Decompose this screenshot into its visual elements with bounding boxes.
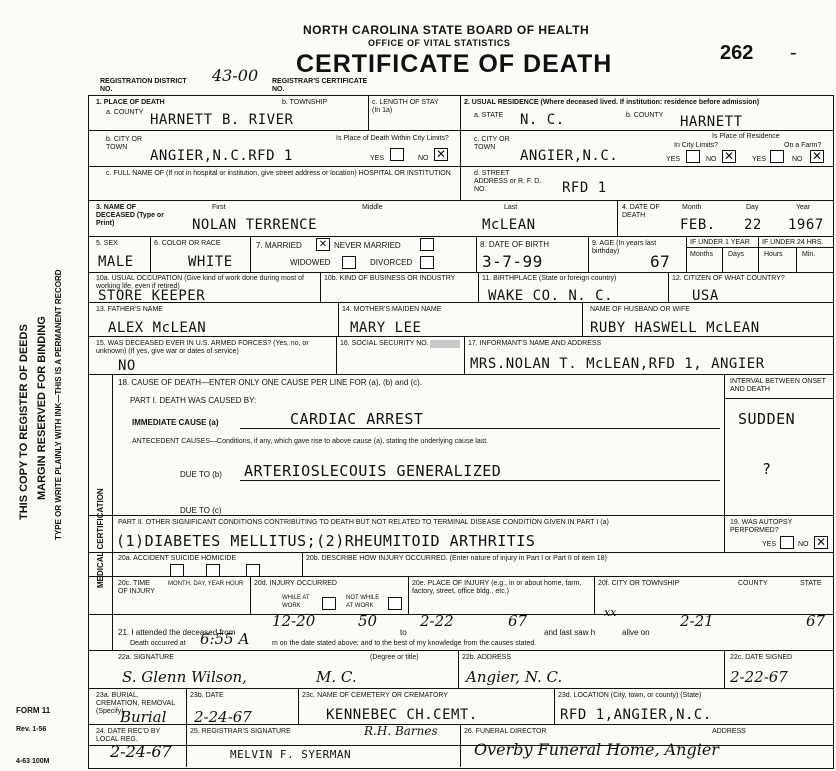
label-dob: 8. DATE OF BIRTH <box>480 240 550 249</box>
value-address: Angier, N. C. <box>466 668 563 686</box>
office-name: OFFICE OF VITAL STATISTICS <box>368 38 511 48</box>
label-city: b. CITY OR TOWN <box>106 136 143 151</box>
label-yes-1: YES <box>370 155 385 162</box>
label-no-3: NO <box>792 156 803 163</box>
value-attended-to: 2-22 <box>420 612 454 630</box>
label-res-county: b. COUNTY <box>626 112 664 119</box>
form-rev: Rev. 1-56 <box>16 726 47 733</box>
label-res-city: c. CITY OR TOWN <box>474 136 510 151</box>
label-date-signed: 22c. DATE SIGNED <box>730 654 793 661</box>
label-attended: 21. I attended the deceased from <box>118 628 236 637</box>
checkbox-accident[interactable] <box>170 564 184 577</box>
label-year: Year <box>796 204 811 211</box>
label-due-b: DUE TO (b) <box>180 470 222 479</box>
label-injury-occurred: 20d. INJURY OCCURRED <box>254 580 337 587</box>
label-on-farm: On a Farm? <box>784 142 822 149</box>
checkbox-never-married[interactable] <box>420 238 434 251</box>
side-text-register: THIS COPY TO REGISTER OF DEEDS <box>18 324 30 520</box>
label-date-recd: 24. DATE REC'D BY LOCAL REG. <box>96 728 161 743</box>
checkbox-autopsy-no[interactable]: ✕ <box>815 535 827 549</box>
label-autopsy: 19. WAS AUTOPSY PERFORMED? <box>730 519 793 534</box>
label-not-while: NOT WHILE AT WORK <box>346 595 380 609</box>
label-no-1: NO <box>418 155 429 162</box>
label-address: 22b. ADDRESS <box>462 654 512 661</box>
label-age: 9. AGE (In years last birthday) <box>592 240 657 255</box>
label-sex: 5. SEX <box>96 240 118 247</box>
label-under-24: IF UNDER 24 HRS. <box>762 239 824 246</box>
label-reg-signature: 25. REGISTRAR'S SIGNATURE <box>190 728 291 735</box>
value-attended-from-year: 50 <box>358 612 378 630</box>
label-township: b. TOWNSHIP <box>282 99 328 106</box>
label-place-injury: 20e. PLACE OF INJURY (e.g., in or about home, farm, factory, street, office bldg., etc.) <box>412 580 582 595</box>
checkbox-within-yes[interactable] <box>390 148 404 161</box>
label-location: 23d. LOCATION (City, town, or county) (State) <box>558 692 702 699</box>
value-age: 67 <box>650 252 671 271</box>
label-time-cols: MONTH, DAY, YEAR HOUR <box>168 581 244 587</box>
label-armed-forces: 15. WAS DECEASED EVER IN U.S. ARMED FORCES? (Yes, no, or unknown) (If yes, give war or dates of service) <box>96 340 309 355</box>
label-time-injury: 20c. TIME OF INJURY <box>118 580 155 595</box>
label-funeral: 26. FUNERAL DIRECTOR <box>464 728 547 735</box>
label-state-20: STATE <box>800 580 822 587</box>
value-date-recd: 2-24-67 <box>110 742 172 761</box>
checkbox-city-limits-no[interactable]: ✕ <box>723 149 735 163</box>
label-while-work: WHILE AT WORK <box>282 595 310 609</box>
label-due-c: DUE TO (c) <box>180 506 222 515</box>
value-death-day: 22 <box>744 217 762 233</box>
reg-district-label: REGISTRATION DISTRICT NO. <box>100 78 187 93</box>
label-within-limits: Is Place of Death Within City Limits? <box>336 135 449 142</box>
label-fd-address: ADDRESS <box>712 728 746 735</box>
label-cemetery: 23c. NAME OF CEMETERY OR CREMATORY <box>302 692 448 699</box>
value-sex: MALE <box>98 254 134 270</box>
value-occupation: STORE KEEPER <box>98 288 206 304</box>
value-cause-b: ARTERIOSLECOUIS GENERALIZED <box>244 462 502 480</box>
label-occupation: 10a. USUAL OCCUPATION (Give kind of work done during most of working life, even if retired) <box>96 275 305 290</box>
value-degree: M. C. <box>316 668 357 686</box>
label-widowed: WIDOWED <box>290 258 331 267</box>
label-divorced: DIVORCED <box>370 258 413 267</box>
value-mother: MARY LEE <box>350 320 422 336</box>
side-medical-certification: MEDICAL CERTIFICATION <box>96 488 105 588</box>
checkbox-farm-yes[interactable] <box>770 150 784 163</box>
label-death-occurred: Death occurred at <box>130 640 186 647</box>
label-part2: PART II. OTHER SIGNIFICANT CONDITIONS CONTRIBUTING TO DEATH BUT NOT RELATED TO TERMINAL DISEASE CONDITION GIVEN IN PART I (a) <box>118 519 609 526</box>
value-burial: Burial <box>120 708 167 726</box>
value-last-name: McLEAN <box>482 217 536 233</box>
value-res-county: HARNETT <box>680 114 743 130</box>
value-date-signed: 2-22-67 <box>730 668 788 686</box>
value-father: ALEX McLEAN <box>108 320 207 336</box>
label-degree: (Degree or title) <box>370 654 419 661</box>
label-interval: INTERVAL BETWEEN ONSET AND DEATH <box>730 378 826 393</box>
label-birthplace: 11. BIRTHPLACE (State or foreign country) <box>482 275 617 282</box>
label-months: Months <box>690 251 713 258</box>
checkbox-widowed[interactable] <box>342 256 356 269</box>
value-registrar: MELVIN F. SYERMAN <box>230 748 352 761</box>
label-length-stay: c. LENGTH OF STAY (In 1a) <box>372 99 439 114</box>
label-under-1: IF UNDER 1 YEAR <box>690 239 750 246</box>
label-in-city-limits: In City Limits? <box>674 142 718 149</box>
checkbox-not-while[interactable] <box>388 597 402 610</box>
value-res-city: ANGIER,N.C. <box>520 148 619 164</box>
value-citizen: USA <box>692 288 719 304</box>
label-to: to <box>400 628 407 637</box>
page-mark: - <box>790 42 797 64</box>
value-interval-b: ? <box>762 460 772 478</box>
label-place-of-death: 1. PLACE OF DEATH <box>96 99 165 106</box>
label-no-autopsy: NO <box>798 541 809 548</box>
label-burial: 23a. BURIAL, CREMATION, REMOVAL (Specify) <box>96 692 175 715</box>
value-township: B. RIVER <box>222 112 294 128</box>
label-county: a. COUNTY <box>106 109 144 116</box>
value-part2: (1)DIABETES MELLITUS;(2)RHEUMITOID ARTHRITIS <box>116 532 536 550</box>
label-part1: PART I. DEATH WAS CAUSED BY: <box>130 396 257 405</box>
label-cause: 18. CAUSE OF DEATH—ENTER ONLY ONE CAUSE PER LINE FOR (a), (b) and (c). <box>118 378 423 387</box>
value-funeral-director: Overby Funeral Home, Angier <box>474 740 719 759</box>
label-spouse: NAME OF HUSBAND OR WIFE <box>590 306 690 313</box>
label-county-20: COUNTY <box>738 580 768 587</box>
value-res-state: N. C. <box>520 112 565 128</box>
value-interval-a: SUDDEN <box>738 410 796 428</box>
label-color-race: 6. COLOR OR RACE <box>154 240 221 247</box>
label-alive-on: alive on <box>622 628 650 637</box>
value-street: RFD 1 <box>562 180 607 196</box>
label-describe: 20b. DESCRIBE HOW INJURY OCCURRED. (Enter nature of injury in Part I or Part II of item 18) <box>306 555 607 562</box>
value-burial-date: 2-24-67 <box>194 708 252 726</box>
value-death-month: FEB. <box>680 217 716 233</box>
label-immediate: IMMEDIATE CAUSE (a) <box>132 418 219 427</box>
certificate-title: CERTIFICATE OF DEATH <box>296 50 613 78</box>
label-yes-2: YES <box>666 156 681 163</box>
checkbox-city-limits-yes[interactable] <box>686 150 700 163</box>
value-dob: 3-7-99 <box>482 252 543 271</box>
value-county: HARNETT <box>150 112 213 128</box>
label-antecedent: ANTECEDENT CAUSES—Conditions, if any, which gave rise to above cause (a), stating the underlying cause last. <box>132 438 489 445</box>
checkbox-suicide[interactable] <box>206 564 220 577</box>
value-attended-to-year: 67 <box>508 612 528 630</box>
checkbox-while-work[interactable] <box>322 597 336 610</box>
label-mother: 14. MOTHER'S MAIDEN NAME <box>342 306 442 313</box>
label-day: Day <box>746 204 759 211</box>
value-informant: MRS.NOLAN T. McLEAN,RFD 1, ANGIER <box>470 356 765 372</box>
label-married: 7. MARRIED <box>256 241 302 250</box>
side-text-margin: MARGIN RESERVED FOR BINDING <box>36 316 48 500</box>
mark-xx: xx <box>604 606 617 619</box>
label-days: Days <box>728 251 744 258</box>
label-business: 10b. KIND OF BUSINESS OR INDUSTRY <box>324 275 456 282</box>
label-last: Last <box>504 204 518 211</box>
checkbox-farm-no[interactable]: ✕ <box>811 149 823 163</box>
value-birthplace: WAKE CO. N. C. <box>488 288 614 304</box>
label-citizen: 12. CITIZEN OF WHAT COUNTRY? <box>672 275 785 282</box>
value-location: RFD 1,ANGIER,N.C. <box>560 707 712 723</box>
label-accident: 20a. ACCIDENT SUICIDE HOMICIDE <box>118 555 237 562</box>
label-never-married: NEVER MARRIED <box>334 241 401 250</box>
label-city-township: 20f. CITY OR TOWNSHIP <box>598 580 680 587</box>
label-m-on: m on the date stated above; and to the best of my knowledge from the causes stated. <box>272 640 537 647</box>
registrar-cert-label: REGISTRAR'S CERTIFICATE NO. <box>272 78 368 93</box>
label-23b-date: 23b. DATE <box>190 692 224 699</box>
value-spouse: RUBY HASWELL McLEAN <box>590 320 760 336</box>
label-informant: 17. INFORMANT'S NAME AND ADDRESS <box>468 340 602 347</box>
label-yes-3: YES <box>752 156 767 163</box>
label-middle: Middle <box>362 204 383 211</box>
label-min: Min. <box>802 251 816 258</box>
value-race: WHITE <box>188 254 233 270</box>
label-place-residence: Is Place of Residence <box>712 133 780 140</box>
label-date-of-death: 4. DATE OF DEATH <box>622 204 660 219</box>
checkbox-autopsy-yes[interactable] <box>780 536 794 549</box>
label-signature: 22a. SIGNATURE <box>118 654 174 661</box>
certificate-number: 262 <box>720 42 754 64</box>
form-print: 4-63 100M <box>16 758 50 765</box>
value-immediate-cause: CARDIAC ARREST <box>290 410 424 428</box>
value-city: ANGIER,N.C.RFD 1 <box>150 148 293 164</box>
label-first: First <box>212 204 226 211</box>
label-usual-residence: 2. USUAL RESIDENCE (Where deceased lived. If institution: residence before admission) <box>464 99 760 106</box>
checkbox-within-no[interactable]: ✕ <box>435 147 447 161</box>
side-text-permanent: TYPE OR WRITE PLAINLY WITH INK—THIS IS A PERMANENT RECORD <box>54 269 63 540</box>
label-hospital: c. FULL NAME OF (If not in hospital or institution, give street address or location) HOSPITAL OR INSTITUTION <box>106 170 451 177</box>
label-street: d. STREET ADDRESS or R. F. D. NO. <box>474 170 542 193</box>
label-last-saw: and last saw h <box>544 628 596 637</box>
checkbox-divorced[interactable] <box>420 256 434 269</box>
label-month: Month <box>682 204 702 211</box>
label-yes-autopsy: YES <box>762 541 777 548</box>
board-name: NORTH CAROLINA STATE BOARD OF HEALTH <box>303 23 590 37</box>
value-death-time: 6:55 A <box>200 630 250 648</box>
value-first-name: NOLAN TERRENCE <box>192 217 318 233</box>
checkbox-homicide[interactable] <box>246 564 260 577</box>
label-no-2: NO <box>706 156 717 163</box>
label-state: a. STATE <box>474 112 504 119</box>
label-ssn: 16. SOCIAL SECURITY NO. <box>340 340 429 347</box>
value-death-year: 1967 <box>788 217 824 233</box>
form-number: FORM 11 <box>16 706 51 715</box>
value-alive-year: 67 <box>806 612 826 630</box>
ssn-redaction <box>430 340 460 348</box>
label-hours: Hours <box>764 251 783 258</box>
reg-district-value: 43-00 <box>212 66 259 85</box>
label-father: 13. FATHER'S NAME <box>96 306 163 313</box>
value-signature: S. Glenn Wilson, <box>122 668 247 686</box>
checkbox-married[interactable]: ✕ <box>316 238 330 251</box>
label-name-deceased: 3. NAME OF DECEASED (Type or Print) <box>96 204 164 227</box>
value-armed: NO <box>118 358 136 374</box>
value-cemetery: KENNEBEC CH.CEMT. <box>326 707 478 723</box>
value-attended-from: 12-20 <box>272 612 316 630</box>
value-alive-on: 2-21 <box>680 612 714 630</box>
value-registrar-signature: R.H. Barnes <box>364 724 438 738</box>
